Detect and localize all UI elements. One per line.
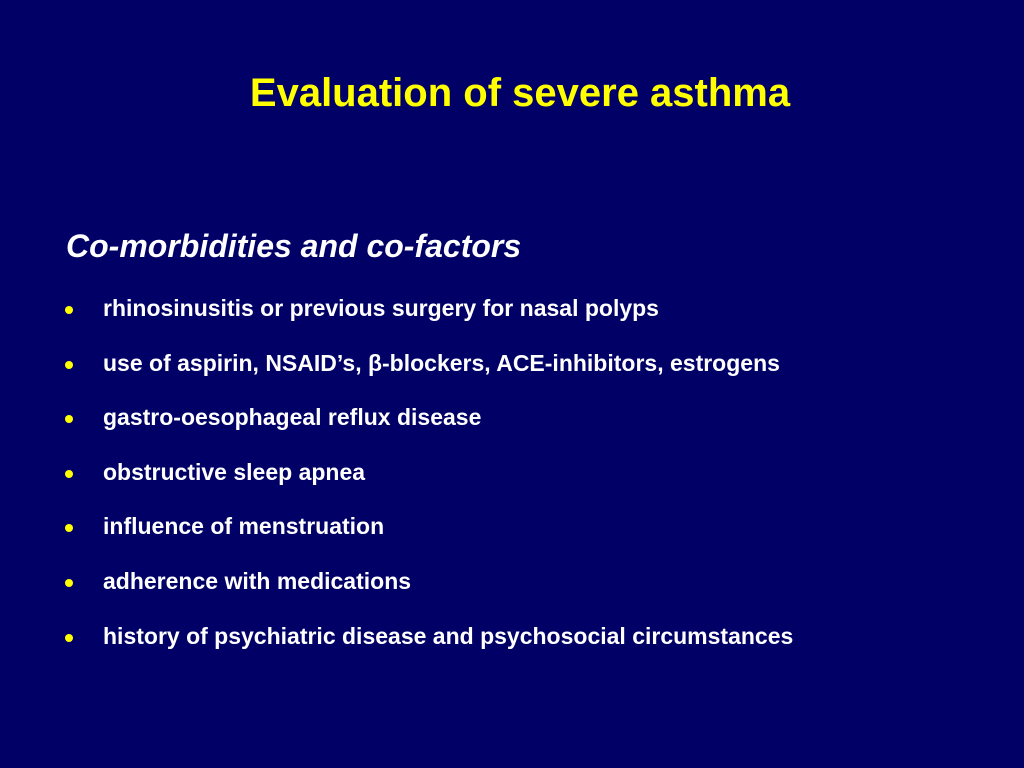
- bullet-item: [0, 618, 1024, 673]
- bullet-dot-icon: [65, 361, 73, 369]
- bullet-list: [0, 290, 1024, 672]
- bullet-text: adherence with medications: [103, 567, 412, 594]
- bullet-text: rhinosinusitis or previous surgery for nasal polyps: [103, 295, 659, 321]
- slide-title: Evaluation of severe asthma: [249, 71, 791, 115]
- bullet-text: influence of menstruation: [103, 513, 385, 540]
- bullet-dot-icon: [65, 306, 73, 314]
- bullet-text: gastro-oesophageal reflux disease: [103, 404, 482, 431]
- bullet-dot-icon: [65, 524, 73, 532]
- bullet-item: [0, 345, 1024, 400]
- bullet-item: [0, 454, 1024, 509]
- bullet-item: [0, 508, 1024, 563]
- bullet-dot-icon: [65, 470, 73, 478]
- slide-subtitle: Co-morbidities and co-factors: [66, 228, 522, 264]
- bullet-dot-icon: [65, 579, 73, 587]
- bullet-item: [0, 563, 1024, 618]
- bullet-dot-icon: [65, 415, 73, 423]
- bullet-text: obstructive sleep apnea: [103, 458, 366, 485]
- bullet-item: [0, 290, 1024, 345]
- bullet-dot-icon: [65, 634, 73, 642]
- bullet-item: [0, 399, 1024, 454]
- bullet-text: use of aspirin, NSAID’s, β-blockers, ACE-inhibitors, estrogens: [103, 349, 780, 376]
- bullet-text: history of psychiatric disease and psychosocial circumstances: [103, 622, 794, 649]
